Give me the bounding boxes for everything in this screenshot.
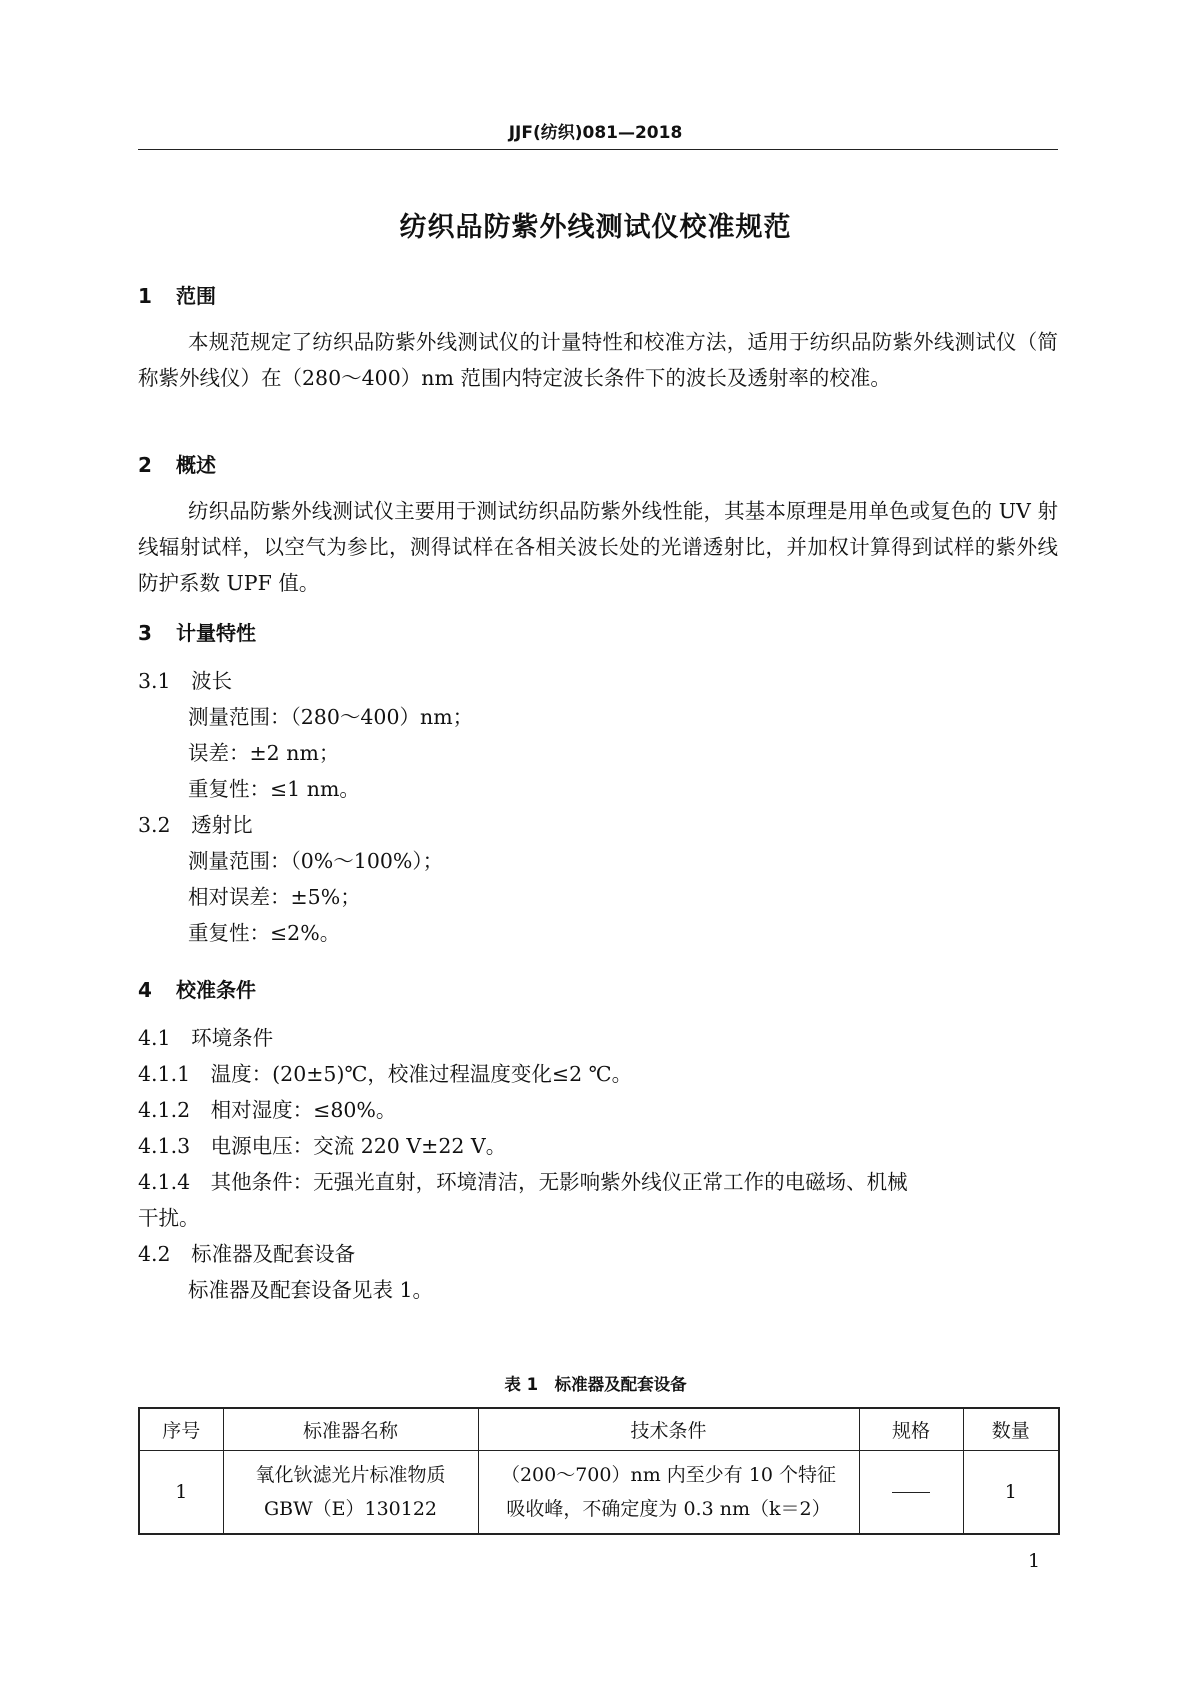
section-number: 2 [138, 453, 152, 477]
section-title: 概述 [176, 453, 216, 477]
clause-4-2-body: 标准器及配套设备见表 1。 [188, 1278, 434, 1302]
transmittance-range: 测量范围：（0%～100%）； [188, 849, 444, 873]
temperature-condition: 温度：(20±5)℃，校准过程温度变化≤2 ℃。 [210, 1062, 633, 1086]
transmittance-repeatability: 重复性：≤2%。 [188, 921, 341, 945]
section-1-body: 本规范规定了纺织品防紫外线测试仪的计量特性和校准方法，适用于纺织品防紫外线测试仪（简称紫外线仪）在（280～400）nm 范围内特定波长条件下的波长及透射率的校准。 [138, 330, 1058, 390]
clause-number: 4.1.2 [138, 1098, 191, 1122]
clause-title: 透射比 [191, 813, 253, 837]
clause-number: 4.1 [138, 1026, 171, 1050]
page-number: 1 [1028, 1550, 1041, 1572]
clause-number: 4.1.3 [138, 1134, 191, 1158]
clause-3-1-heading [138, 664, 232, 694]
clause-title: 环境条件 [191, 1026, 274, 1050]
section-2-heading [138, 449, 216, 478]
clause-number: 4.1.4 [138, 1170, 191, 1194]
clause-number: 4.2 [138, 1242, 171, 1266]
header-quantity: 数量 [963, 1408, 1059, 1450]
section-4-heading [138, 974, 256, 1003]
clause-4-1-3 [138, 1129, 506, 1159]
section-title: 计量特性 [176, 621, 256, 645]
section-title: 校准条件 [176, 978, 256, 1002]
table-header-row [139, 1408, 1059, 1450]
power-condition: 电源电压：交流 220 V±22 V。 [210, 1134, 507, 1158]
clause-title: 波长 [191, 669, 233, 693]
cell-index: 1 [139, 1450, 223, 1534]
clause-3-2-heading [138, 808, 253, 838]
standard-name-line: 氧化钬滤光片标准物质 [255, 1463, 446, 1486]
clause-4-1-2 [138, 1093, 396, 1123]
clause-number: 3.2 [138, 813, 171, 837]
other-condition-continued: 干扰。 [138, 1206, 200, 1230]
clause-4-1-1 [138, 1057, 632, 1087]
document-title: 纺织品防紫外线测试仪校准规范 [399, 212, 792, 243]
header-specification: 规格 [859, 1408, 963, 1450]
standard-code-line: GBW（E）130122 [263, 1497, 438, 1520]
clause-title: 标准器及配套设备 [191, 1242, 356, 1266]
tech-condition-line: （200～700）nm 内至少有 10 个特征 [500, 1463, 837, 1486]
section-number: 3 [138, 621, 152, 645]
transmittance-error: 相对误差：±5%； [188, 885, 361, 909]
section-number: 1 [138, 284, 152, 308]
tech-condition-line: 吸收峰，不确定度为 0.3 nm（k＝2） [506, 1497, 831, 1520]
cell-specification [859, 1450, 963, 1534]
standard-code-header: JJF(纺织)081—2018 [508, 123, 683, 143]
wavelength-error: 误差：±2 nm； [188, 741, 340, 765]
clause-4-1-heading [138, 1021, 273, 1051]
equipment-table [138, 1407, 1060, 1535]
humidity-condition: 相对湿度：≤80%。 [210, 1098, 397, 1122]
other-condition: 其他条件：无强光直射，环境清洁，无影响紫外线仪正常工作的电磁场、机械 [210, 1170, 908, 1194]
section-3-heading [138, 617, 256, 646]
clause-number: 3.1 [138, 669, 171, 693]
spec-dash [892, 1492, 930, 1493]
cell-quantity: 1 [963, 1450, 1059, 1534]
section-2-body: 纺织品防紫外线测试仪主要用于测试纺织品防紫外线性能，其基本原理是用单色或复色的 UV 射线辐射试样，以空气为参比，测得试样在各相关波长处的光谱透射比，并加权计算得到试样的紫外线防护系数 UPF 值。 [138, 499, 1058, 595]
cell-technical-conditions [478, 1450, 859, 1534]
clause-number: 4.1.1 [138, 1062, 191, 1086]
header-standard-name: 标准器名称 [223, 1408, 478, 1450]
header-index: 序号 [139, 1408, 223, 1450]
clause-4-1-4 [138, 1165, 908, 1195]
section-title: 范围 [176, 284, 216, 308]
clause-4-2-heading [138, 1237, 355, 1267]
wavelength-repeatability: 重复性：≤1 nm。 [188, 777, 360, 801]
header-rule [138, 149, 1058, 150]
section-number: 4 [138, 978, 152, 1002]
wavelength-range: 测量范围：（280～400）nm； [188, 705, 474, 729]
cell-standard-name [223, 1450, 478, 1534]
table-row [139, 1450, 1059, 1534]
header-technical-conditions: 技术条件 [478, 1408, 859, 1450]
section-1-heading [138, 280, 216, 309]
table-1-caption: 表 1 标准器及配套设备 [504, 1375, 687, 1394]
